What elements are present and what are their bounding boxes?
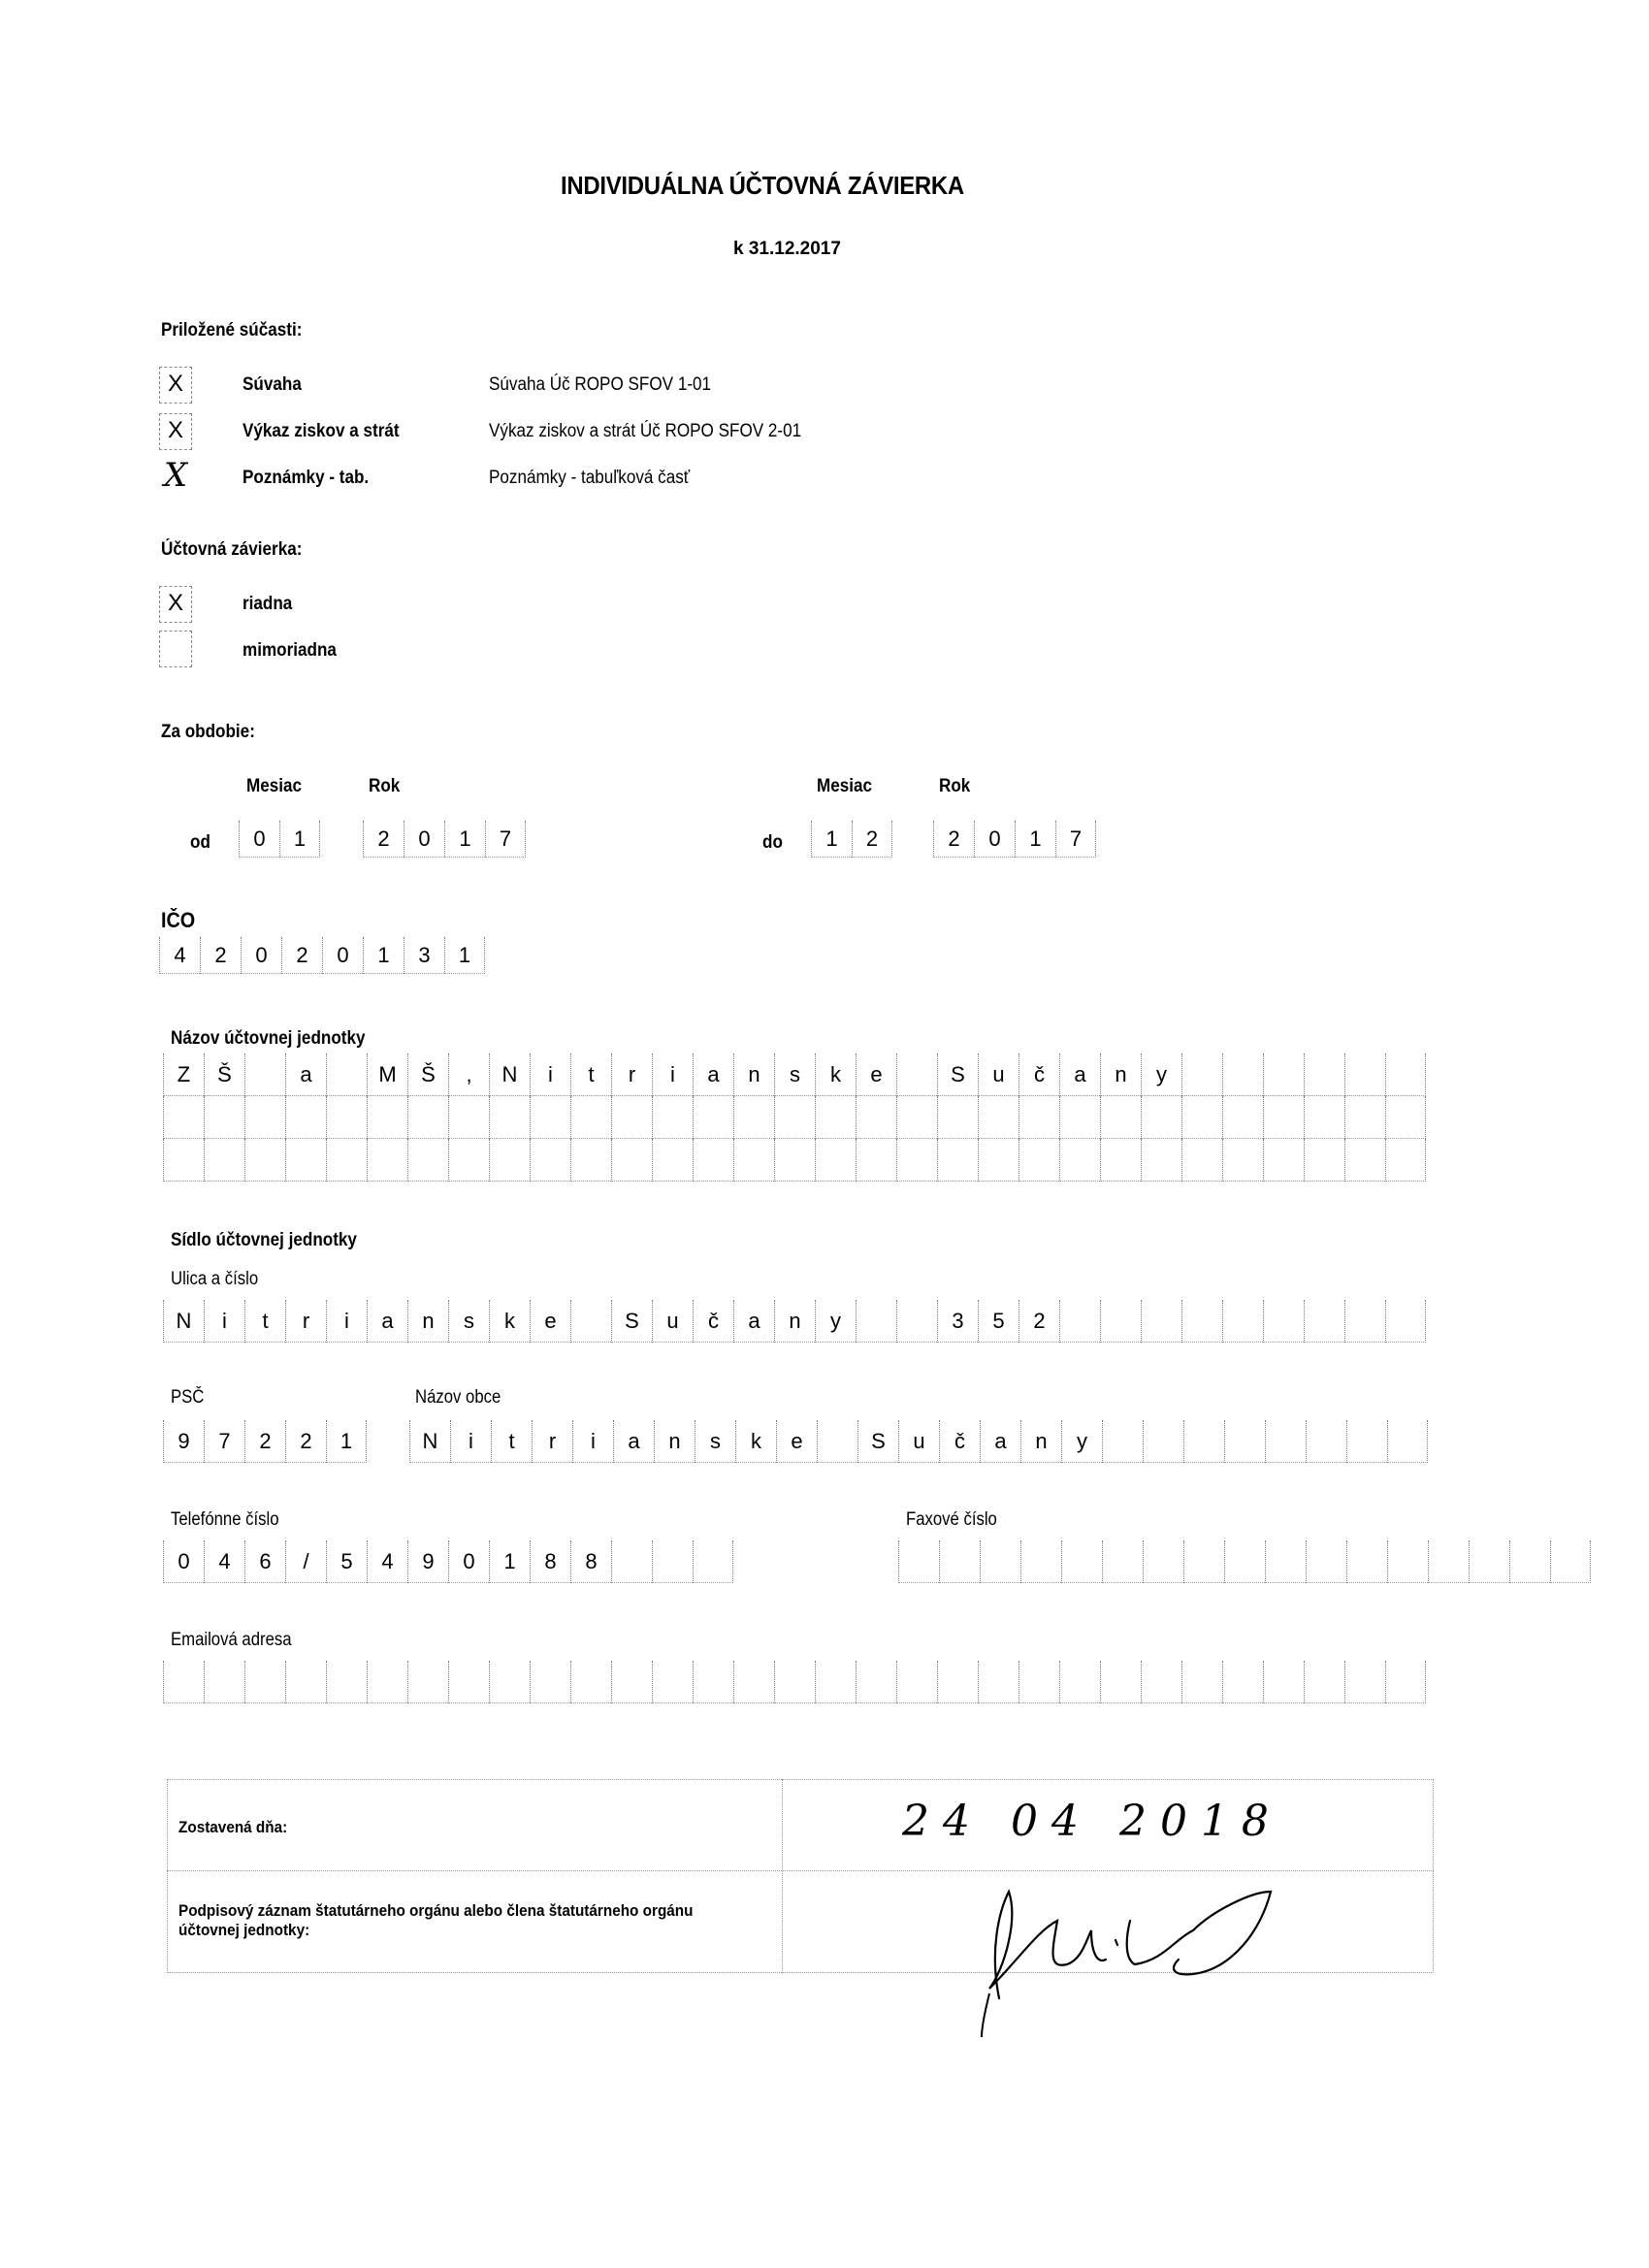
char-cell bbox=[978, 1661, 1018, 1703]
char-cell bbox=[980, 1540, 1020, 1583]
digit-cell: 0 bbox=[404, 821, 444, 858]
char-cell bbox=[817, 1420, 857, 1463]
char-cell bbox=[1183, 1540, 1224, 1583]
digit-cell: 1 bbox=[279, 821, 320, 858]
char-cell bbox=[244, 1096, 285, 1139]
char-cell: č bbox=[693, 1300, 733, 1343]
char-cell bbox=[326, 1096, 367, 1139]
char-cell bbox=[1224, 1420, 1265, 1463]
compiled-date-label: Zostavená dňa: bbox=[178, 1818, 288, 1836]
char-cell bbox=[856, 1661, 896, 1703]
char-cell bbox=[774, 1139, 815, 1182]
char-cell: č bbox=[1018, 1053, 1059, 1096]
char-cell bbox=[1304, 1661, 1344, 1703]
char-cell bbox=[1385, 1661, 1426, 1703]
char-cell bbox=[1100, 1139, 1141, 1182]
digit-cell: 1 bbox=[444, 937, 485, 974]
char-cell bbox=[285, 1096, 326, 1139]
char-cell bbox=[1385, 1053, 1426, 1096]
char-cell bbox=[530, 1096, 570, 1139]
char-cell: k bbox=[815, 1053, 856, 1096]
digit-cell: 2 bbox=[933, 821, 974, 858]
char-cell bbox=[244, 1661, 285, 1703]
char-cell: M bbox=[367, 1053, 407, 1096]
char-cell bbox=[570, 1139, 611, 1182]
char-cell: S bbox=[611, 1300, 652, 1343]
char-cell bbox=[733, 1139, 774, 1182]
char-cell bbox=[1059, 1661, 1100, 1703]
char-cell bbox=[1346, 1420, 1387, 1463]
char-cell bbox=[896, 1053, 937, 1096]
digit-cell: 0 bbox=[241, 937, 281, 974]
char-cell bbox=[978, 1096, 1018, 1139]
char-cell bbox=[367, 1139, 407, 1182]
char-cell bbox=[1141, 1096, 1181, 1139]
char-cell bbox=[489, 1139, 530, 1182]
attachments-heading: Priložené súčasti: bbox=[161, 320, 303, 340]
attachment-desc-poznamky: Poznámky - tabuľková časť bbox=[489, 468, 691, 488]
char-cell bbox=[1018, 1096, 1059, 1139]
char-cell bbox=[774, 1661, 815, 1703]
digit-cell: 3 bbox=[404, 937, 444, 974]
char-cell bbox=[774, 1096, 815, 1139]
period-heading: Za obdobie: bbox=[161, 722, 255, 742]
street-label: Ulica a číslo bbox=[171, 1269, 259, 1289]
char-cell bbox=[1224, 1540, 1265, 1583]
char-cell bbox=[1141, 1139, 1181, 1182]
char-cell: a bbox=[613, 1420, 654, 1463]
char-cell bbox=[652, 1540, 693, 1583]
seat-heading: Sídlo účtovnej jednotky bbox=[171, 1230, 357, 1250]
char-cell bbox=[407, 1096, 448, 1139]
char-cell: a bbox=[733, 1300, 774, 1343]
from-year-label: Rok bbox=[369, 776, 401, 796]
char-cell: 2 bbox=[285, 1420, 326, 1463]
char-cell bbox=[693, 1540, 733, 1583]
attachment-name-vykaz: Výkaz ziskov a strát bbox=[242, 421, 400, 441]
char-cell: N bbox=[489, 1053, 530, 1096]
char-cell bbox=[1344, 1139, 1385, 1182]
char-cell bbox=[1263, 1300, 1304, 1343]
handwritten-signature bbox=[960, 1853, 1310, 2037]
char-cell bbox=[163, 1661, 204, 1703]
char-cell bbox=[693, 1139, 733, 1182]
char-cell: 1 bbox=[489, 1540, 530, 1583]
char-cell: Š bbox=[407, 1053, 448, 1096]
char-cell bbox=[1304, 1139, 1344, 1182]
char-cell bbox=[1263, 1661, 1304, 1703]
char-cell bbox=[367, 1096, 407, 1139]
char-cell bbox=[1181, 1139, 1222, 1182]
to-year-label: Rok bbox=[939, 776, 971, 796]
char-cell bbox=[1102, 1420, 1143, 1463]
phone-field[interactable] bbox=[163, 1540, 733, 1583]
char-cell: u bbox=[978, 1053, 1018, 1096]
char-cell bbox=[489, 1096, 530, 1139]
char-cell bbox=[856, 1139, 896, 1182]
entity-name-label: Názov účtovnej jednotky bbox=[171, 1028, 366, 1049]
char-cell bbox=[407, 1661, 448, 1703]
char-cell bbox=[937, 1661, 978, 1703]
char-cell: e bbox=[856, 1053, 896, 1096]
char-cell: t bbox=[491, 1420, 532, 1463]
char-cell bbox=[1385, 1139, 1426, 1182]
fax-label: Faxové číslo bbox=[906, 1509, 997, 1530]
char-cell: 0 bbox=[163, 1540, 204, 1583]
char-cell bbox=[1263, 1096, 1304, 1139]
char-cell bbox=[1344, 1661, 1385, 1703]
char-cell: u bbox=[652, 1300, 693, 1343]
closing-type-label-extraordinary: mimoriadna bbox=[242, 640, 337, 661]
from-month-label: Mesiac bbox=[246, 776, 303, 796]
digit-cell: 2 bbox=[200, 937, 241, 974]
char-cell: a bbox=[980, 1420, 1020, 1463]
char-cell: s bbox=[695, 1420, 735, 1463]
signature-label-line-1: Podpisový záznam štatutárneho orgánu alebo člena štatutárneho orgánu bbox=[178, 1901, 694, 1920]
char-cell bbox=[815, 1661, 856, 1703]
char-cell: k bbox=[489, 1300, 530, 1343]
ico-label: IČO bbox=[161, 908, 196, 932]
char-cell bbox=[1304, 1096, 1344, 1139]
char-cell: r bbox=[285, 1300, 326, 1343]
char-cell: a bbox=[367, 1300, 407, 1343]
char-cell bbox=[1143, 1420, 1183, 1463]
char-cell: 5 bbox=[326, 1540, 367, 1583]
digit-cell: 4 bbox=[159, 937, 200, 974]
char-cell bbox=[1469, 1540, 1509, 1583]
char-cell bbox=[570, 1300, 611, 1343]
char-cell bbox=[1344, 1053, 1385, 1096]
char-cell: s bbox=[448, 1300, 489, 1343]
char-cell bbox=[978, 1139, 1018, 1182]
char-cell: i bbox=[450, 1420, 491, 1463]
attachment-checkbox-vykaz[interactable]: X bbox=[159, 413, 192, 450]
digit-cell: 7 bbox=[1055, 821, 1096, 858]
char-cell: n bbox=[654, 1420, 695, 1463]
char-cell bbox=[856, 1096, 896, 1139]
char-cell bbox=[733, 1096, 774, 1139]
email-field[interactable] bbox=[163, 1661, 1426, 1703]
char-cell bbox=[1100, 1300, 1141, 1343]
attachment-checkbox-poznamky[interactable]: X bbox=[163, 456, 188, 495]
char-cell bbox=[448, 1096, 489, 1139]
char-cell bbox=[570, 1096, 611, 1139]
char-cell bbox=[1059, 1139, 1100, 1182]
char-cell bbox=[285, 1661, 326, 1703]
char-cell bbox=[1346, 1540, 1387, 1583]
to-month-field[interactable] bbox=[811, 821, 892, 858]
char-cell: a bbox=[693, 1053, 733, 1096]
char-cell bbox=[1387, 1420, 1428, 1463]
town-label: Názov obce bbox=[415, 1387, 501, 1408]
char-cell bbox=[407, 1139, 448, 1182]
char-cell bbox=[1181, 1661, 1222, 1703]
attachment-checkbox-suvaha[interactable]: X bbox=[159, 367, 192, 404]
digit-cell: 1 bbox=[1015, 821, 1055, 858]
char-cell bbox=[1385, 1096, 1426, 1139]
char-cell: N bbox=[409, 1420, 450, 1463]
char-cell bbox=[1509, 1540, 1550, 1583]
char-cell bbox=[1222, 1096, 1263, 1139]
char-cell: S bbox=[937, 1053, 978, 1096]
closing-type-label-regular: riadna bbox=[242, 594, 293, 614]
char-cell bbox=[448, 1661, 489, 1703]
digit-cell: 1 bbox=[444, 821, 485, 858]
char-cell bbox=[530, 1661, 570, 1703]
char-cell bbox=[285, 1139, 326, 1182]
attachment-name-poznamky: Poznámky - tab. bbox=[242, 468, 370, 488]
closing-type-heading: Účtovná závierka: bbox=[161, 539, 303, 560]
char-cell: 3 bbox=[937, 1300, 978, 1343]
char-cell bbox=[1304, 1053, 1344, 1096]
char-cell bbox=[693, 1661, 733, 1703]
char-cell: r bbox=[532, 1420, 572, 1463]
char-cell: t bbox=[570, 1053, 611, 1096]
char-cell: 2 bbox=[1018, 1300, 1059, 1343]
char-cell bbox=[1550, 1540, 1591, 1583]
digit-cell: 2 bbox=[281, 937, 322, 974]
char-cell: N bbox=[163, 1300, 204, 1343]
street-field[interactable] bbox=[163, 1300, 1426, 1343]
char-cell: 9 bbox=[163, 1420, 204, 1463]
from-label: od bbox=[190, 832, 210, 853]
char-cell: i bbox=[326, 1300, 367, 1343]
char-cell: e bbox=[776, 1420, 817, 1463]
char-cell bbox=[1265, 1420, 1306, 1463]
char-cell bbox=[693, 1096, 733, 1139]
psc-field[interactable] bbox=[163, 1420, 367, 1463]
char-cell: č bbox=[939, 1420, 980, 1463]
char-cell: y bbox=[1141, 1053, 1181, 1096]
digit-cell: 0 bbox=[974, 821, 1015, 858]
char-cell bbox=[1344, 1300, 1385, 1343]
char-cell: i bbox=[204, 1300, 244, 1343]
char-cell bbox=[1020, 1540, 1061, 1583]
entity-name-row-1[interactable] bbox=[163, 1053, 1426, 1096]
from-month-field[interactable] bbox=[239, 821, 320, 858]
closing-type-checkbox-extraordinary[interactable] bbox=[159, 631, 192, 667]
char-cell bbox=[652, 1096, 693, 1139]
char-cell bbox=[1100, 1096, 1141, 1139]
digit-cell: 2 bbox=[852, 821, 892, 858]
char-cell bbox=[856, 1300, 896, 1343]
char-cell bbox=[1018, 1139, 1059, 1182]
char-cell bbox=[1387, 1540, 1428, 1583]
char-cell bbox=[1141, 1300, 1181, 1343]
char-cell bbox=[204, 1139, 244, 1182]
char-cell: 7 bbox=[204, 1420, 244, 1463]
char-cell: / bbox=[285, 1540, 326, 1583]
char-cell bbox=[244, 1053, 285, 1096]
char-cell bbox=[939, 1540, 980, 1583]
char-cell: n bbox=[774, 1300, 815, 1343]
char-cell: a bbox=[285, 1053, 326, 1096]
char-cell: u bbox=[898, 1420, 939, 1463]
char-cell bbox=[815, 1096, 856, 1139]
char-cell: s bbox=[774, 1053, 815, 1096]
char-cell: y bbox=[1061, 1420, 1102, 1463]
char-cell: 6 bbox=[244, 1540, 285, 1583]
char-cell bbox=[1304, 1300, 1344, 1343]
char-cell bbox=[1428, 1540, 1469, 1583]
char-cell bbox=[1061, 1540, 1102, 1583]
digit-cell: 0 bbox=[322, 937, 363, 974]
char-cell: , bbox=[448, 1053, 489, 1096]
char-cell bbox=[652, 1661, 693, 1703]
char-cell bbox=[611, 1096, 652, 1139]
attachment-name-suvaha: Súvaha bbox=[242, 374, 302, 395]
entity-name-row-3[interactable] bbox=[163, 1139, 1426, 1182]
char-cell: 0 bbox=[448, 1540, 489, 1583]
char-cell bbox=[204, 1661, 244, 1703]
char-cell bbox=[1102, 1540, 1143, 1583]
char-cell bbox=[448, 1139, 489, 1182]
attachment-desc-suvaha: Súvaha Úč ROPO SFOV 1-01 bbox=[489, 374, 712, 395]
char-cell bbox=[1059, 1300, 1100, 1343]
char-cell bbox=[611, 1139, 652, 1182]
phone-label: Telefónne číslo bbox=[171, 1509, 279, 1530]
char-cell: Z bbox=[163, 1053, 204, 1096]
char-cell bbox=[652, 1139, 693, 1182]
digit-cell: 0 bbox=[239, 821, 279, 858]
closing-type-checkbox-regular[interactable]: X bbox=[159, 586, 192, 623]
from-year-field[interactable] bbox=[363, 821, 526, 858]
digit-cell: 2 bbox=[363, 821, 404, 858]
char-cell bbox=[1263, 1053, 1304, 1096]
char-cell bbox=[530, 1139, 570, 1182]
char-cell bbox=[489, 1661, 530, 1703]
digit-cell: 1 bbox=[363, 937, 404, 974]
char-cell bbox=[1141, 1661, 1181, 1703]
char-cell: i bbox=[652, 1053, 693, 1096]
char-cell bbox=[204, 1096, 244, 1139]
char-cell: n bbox=[733, 1053, 774, 1096]
char-cell bbox=[163, 1139, 204, 1182]
char-cell: y bbox=[815, 1300, 856, 1343]
char-cell bbox=[1222, 1139, 1263, 1182]
char-cell bbox=[896, 1096, 937, 1139]
char-cell bbox=[1385, 1300, 1426, 1343]
char-cell bbox=[1222, 1053, 1263, 1096]
char-cell bbox=[1306, 1540, 1346, 1583]
char-cell bbox=[896, 1661, 937, 1703]
char-cell: n bbox=[407, 1300, 448, 1343]
char-cell bbox=[1181, 1053, 1222, 1096]
attachment-desc-vykaz: Výkaz ziskov a strát Úč ROPO SFOV 2-01 bbox=[489, 421, 802, 441]
char-cell bbox=[1222, 1300, 1263, 1343]
char-cell bbox=[570, 1661, 611, 1703]
digit-cell: 7 bbox=[485, 821, 526, 858]
char-cell bbox=[611, 1540, 652, 1583]
char-cell: t bbox=[244, 1300, 285, 1343]
char-cell bbox=[815, 1139, 856, 1182]
char-cell: r bbox=[611, 1053, 652, 1096]
to-month-label: Mesiac bbox=[817, 776, 873, 796]
char-cell: 8 bbox=[570, 1540, 611, 1583]
char-cell: S bbox=[857, 1420, 898, 1463]
char-cell bbox=[1344, 1096, 1385, 1139]
entity-name-row-2[interactable] bbox=[163, 1096, 1426, 1139]
char-cell: 5 bbox=[978, 1300, 1018, 1343]
char-cell: 9 bbox=[407, 1540, 448, 1583]
char-cell: k bbox=[735, 1420, 776, 1463]
char-cell bbox=[1222, 1661, 1263, 1703]
char-cell bbox=[244, 1139, 285, 1182]
char-cell bbox=[733, 1661, 774, 1703]
char-cell bbox=[896, 1139, 937, 1182]
signature-column-divider bbox=[782, 1779, 783, 1973]
compiled-date-value[interactable]: 24 04 2018 bbox=[902, 1797, 1282, 1846]
email-label: Emailová adresa bbox=[171, 1630, 292, 1650]
ico-field[interactable] bbox=[159, 937, 485, 974]
char-cell bbox=[937, 1096, 978, 1139]
char-cell bbox=[896, 1300, 937, 1343]
char-cell: i bbox=[530, 1053, 570, 1096]
char-cell bbox=[1263, 1139, 1304, 1182]
char-cell bbox=[1059, 1096, 1100, 1139]
char-cell bbox=[1183, 1420, 1224, 1463]
to-year-field[interactable] bbox=[933, 821, 1096, 858]
char-cell bbox=[1100, 1661, 1141, 1703]
fax-field[interactable] bbox=[898, 1540, 1591, 1583]
town-field[interactable] bbox=[409, 1420, 1428, 1463]
char-cell: 4 bbox=[367, 1540, 407, 1583]
char-cell bbox=[611, 1661, 652, 1703]
char-cell: Š bbox=[204, 1053, 244, 1096]
closing-date: k 31.12.2017 bbox=[733, 239, 841, 259]
char-cell: 2 bbox=[244, 1420, 285, 1463]
char-cell bbox=[1181, 1096, 1222, 1139]
char-cell: 8 bbox=[530, 1540, 570, 1583]
to-label: do bbox=[762, 832, 783, 853]
char-cell bbox=[367, 1661, 407, 1703]
char-cell: 1 bbox=[326, 1420, 367, 1463]
signature-label-line-2: účtovnej jednotky: bbox=[178, 1921, 310, 1939]
char-cell bbox=[1265, 1540, 1306, 1583]
char-cell: 4 bbox=[204, 1540, 244, 1583]
char-cell bbox=[1306, 1420, 1346, 1463]
char-cell bbox=[326, 1053, 367, 1096]
char-cell: n bbox=[1020, 1420, 1061, 1463]
document-title: INDIVIDUÁLNA ÚČTOVNÁ ZÁVIERKA bbox=[561, 171, 964, 200]
char-cell bbox=[937, 1139, 978, 1182]
char-cell bbox=[1018, 1661, 1059, 1703]
char-cell bbox=[1143, 1540, 1183, 1583]
char-cell bbox=[898, 1540, 939, 1583]
char-cell: a bbox=[1059, 1053, 1100, 1096]
char-cell bbox=[326, 1661, 367, 1703]
char-cell bbox=[1181, 1300, 1222, 1343]
digit-cell: 1 bbox=[811, 821, 852, 858]
char-cell bbox=[163, 1096, 204, 1139]
psc-label: PSČ bbox=[171, 1387, 205, 1408]
char-cell: n bbox=[1100, 1053, 1141, 1096]
char-cell bbox=[326, 1139, 367, 1182]
char-cell: i bbox=[572, 1420, 613, 1463]
char-cell: e bbox=[530, 1300, 570, 1343]
